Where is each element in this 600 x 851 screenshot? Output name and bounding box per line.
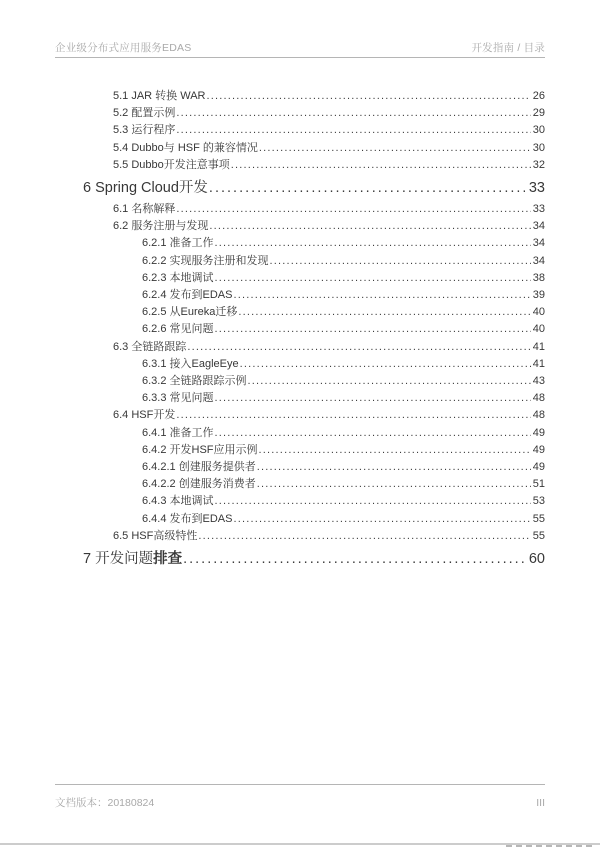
- toc-dot-leader: [215, 270, 531, 287]
- toc-entry[interactable]: [55, 425, 545, 442]
- toc-dot-leader: [233, 287, 530, 304]
- toc-dot-leader: [215, 235, 531, 252]
- toc-entry[interactable]: [55, 270, 545, 287]
- toc-entry[interactable]: [55, 157, 545, 174]
- toc-entry-label: 6.2.1 准备工作: [142, 237, 214, 250]
- table-of-contents: [55, 88, 545, 572]
- toc-entry-page: 48: [532, 409, 545, 422]
- toc-entry[interactable]: [55, 511, 545, 528]
- toc-entry-label: 6.2.3 本地调试: [142, 271, 214, 284]
- toc-entry-page: 48: [532, 392, 545, 405]
- toc-entry-page: 33: [528, 180, 545, 197]
- header-doc-title: 企业级分布式应用服务EDAS: [55, 42, 192, 54]
- toc-entry[interactable]: [55, 304, 545, 321]
- page-header: [55, 40, 545, 55]
- toc-entry[interactable]: [55, 105, 545, 122]
- toc-entry[interactable]: [55, 287, 545, 304]
- toc-entry[interactable]: [55, 493, 545, 510]
- toc-dot-leader: [238, 304, 530, 321]
- toc-entry-label: 6.4.2.1 创建服务提供者: [142, 461, 256, 474]
- toc-entry-label: 5.2 配置示例: [113, 107, 176, 120]
- toc-dot-leader: [233, 511, 530, 528]
- page-bottom-edge-artifact: [506, 845, 592, 847]
- toc-entry-page: 41: [532, 340, 545, 353]
- toc-entry-label: 6.4 HSF开发: [113, 409, 176, 422]
- toc-entry-label: 6.3.1 接入EagleEye: [142, 357, 239, 370]
- toc-dot-leader: [207, 88, 531, 105]
- footer-page-number: III: [536, 797, 545, 809]
- toc-dot-leader: [248, 373, 531, 390]
- toc-entry-label: 6.4.2.2 创建服务消费者: [142, 478, 256, 491]
- toc-entry-label: 6 Spring Cloud开发: [83, 180, 208, 197]
- toc-entry-label: 6.4.3 本地调试: [142, 495, 214, 508]
- toc-dot-leader: [176, 201, 530, 218]
- toc-entry-page: 55: [532, 512, 545, 525]
- toc-entry[interactable]: [55, 442, 545, 459]
- toc-dot-leader: [259, 442, 531, 459]
- toc-entry-page: 26: [532, 90, 545, 102]
- toc-entry[interactable]: [55, 140, 545, 157]
- toc-entry[interactable]: [55, 235, 545, 252]
- toc-entry-page: 49: [532, 461, 545, 474]
- toc-entry-page: 53: [532, 495, 545, 508]
- toc-entry-page: 33: [532, 203, 545, 216]
- toc-entry-label: 5.1 JAR 转换 WAR: [113, 90, 206, 102]
- toc-dot-leader: [257, 459, 531, 476]
- toc-dot-leader: [209, 218, 530, 235]
- header-rule: [55, 57, 545, 58]
- toc-entry-page: 41: [532, 357, 545, 370]
- toc-entry-page: 34: [532, 254, 545, 267]
- toc-entry-page: 30: [532, 124, 545, 137]
- toc-dot-leader: [215, 390, 531, 407]
- toc-entry-page: 30: [532, 141, 545, 154]
- toc-entry-label-bold: 排查: [153, 551, 183, 568]
- toc-entry-label: 6.4.2 开发HSF应用示例: [142, 443, 258, 456]
- toc-dot-leader: [176, 122, 530, 139]
- toc-entry[interactable]: [55, 407, 545, 424]
- toc-entry-label: 6.3.3 常见问题: [142, 392, 214, 405]
- toc-entry-page: 55: [532, 529, 545, 542]
- toc-entry-page: 40: [532, 323, 545, 336]
- toc-entry[interactable]: [55, 356, 545, 373]
- page-footer: [55, 795, 545, 810]
- toc-entry-page: 39: [532, 289, 545, 302]
- toc-entry-label: 5.3 运行程序: [113, 124, 176, 137]
- toc-entry-label: 6.5 HSF高级特性: [113, 529, 198, 542]
- toc-entry-page: 60: [528, 551, 545, 568]
- toc-entry-page: 51: [532, 478, 545, 491]
- toc-entry-page: 34: [532, 237, 545, 250]
- toc-entry-label: 6.2.5 从Eureka迁移: [142, 306, 238, 319]
- toc-entry-chapter[interactable]: [55, 176, 545, 200]
- toc-entry-label: 6.2.6 常见问题: [142, 323, 214, 336]
- toc-dot-leader: [270, 253, 531, 270]
- toc-entry-label: 6.2 服务注册与发现: [113, 220, 209, 233]
- toc-dot-leader: [215, 493, 531, 510]
- toc-entry[interactable]: [55, 321, 545, 338]
- toc-entry-label: 7 开发问题排查: [83, 551, 183, 568]
- toc-dot-leader: [176, 407, 530, 424]
- toc-entry-page: 38: [532, 271, 545, 284]
- toc-entry-label: 6.3 全链路跟踪: [113, 340, 187, 353]
- toc-entry[interactable]: [55, 201, 545, 218]
- toc-entry[interactable]: [55, 476, 545, 493]
- toc-entry[interactable]: [55, 253, 545, 270]
- toc-dot-leader: [257, 476, 531, 493]
- toc-entry[interactable]: [55, 122, 545, 139]
- toc-entry[interactable]: [55, 528, 545, 545]
- toc-dot-leader: [215, 425, 531, 442]
- toc-entry-chapter[interactable]: [55, 547, 545, 571]
- toc-entry-label: 6.4.1 准备工作: [142, 426, 214, 439]
- toc-entry-label: 6.4.4 发布到EDAS: [142, 512, 233, 525]
- toc-dot-leader: [209, 176, 525, 200]
- toc-entry-label: 6.2.4 发布到EDAS: [142, 289, 233, 302]
- toc-entry[interactable]: [55, 218, 545, 235]
- toc-dot-leader: [231, 157, 531, 174]
- header-breadcrumb: 开发指南 / 目录: [471, 42, 545, 54]
- toc-entry[interactable]: [55, 459, 545, 476]
- toc-entry[interactable]: [55, 373, 545, 390]
- toc-entry[interactable]: [55, 88, 545, 105]
- toc-entry-page: 49: [532, 426, 545, 439]
- toc-entry-page: 34: [532, 220, 545, 233]
- toc-entry-label: 6.2.2 实现服务注册和发现: [142, 254, 269, 267]
- toc-entry-label: 5.5 Dubbo开发注意事项: [113, 158, 230, 171]
- toc-dot-leader: [183, 547, 525, 571]
- toc-entry[interactable]: [55, 339, 545, 356]
- toc-dot-leader: [259, 140, 531, 157]
- toc-entry-page: 40: [532, 306, 545, 319]
- toc-entry-page: 49: [532, 443, 545, 456]
- toc-entry-page: 29: [532, 107, 545, 120]
- toc-dot-leader: [176, 105, 530, 122]
- toc-dot-leader: [198, 528, 530, 545]
- toc-entry-label: 5.4 Dubbo与 HSF 的兼容情况: [113, 141, 258, 154]
- toc-dot-leader: [215, 321, 531, 338]
- toc-entry-page: 43: [532, 375, 545, 388]
- toc-dot-leader: [240, 356, 531, 373]
- toc-entry-label: 6.1 名称解释: [113, 203, 176, 216]
- footer-doc-version: 文档版本：20180824: [55, 797, 155, 809]
- toc-entry[interactable]: [55, 390, 545, 407]
- footer-rule: [55, 784, 545, 785]
- toc-entry-page: 32: [532, 158, 545, 171]
- toc-dot-leader: [187, 339, 530, 356]
- toc-entry-label: 6.3.2 全链路跟踪示例: [142, 375, 247, 388]
